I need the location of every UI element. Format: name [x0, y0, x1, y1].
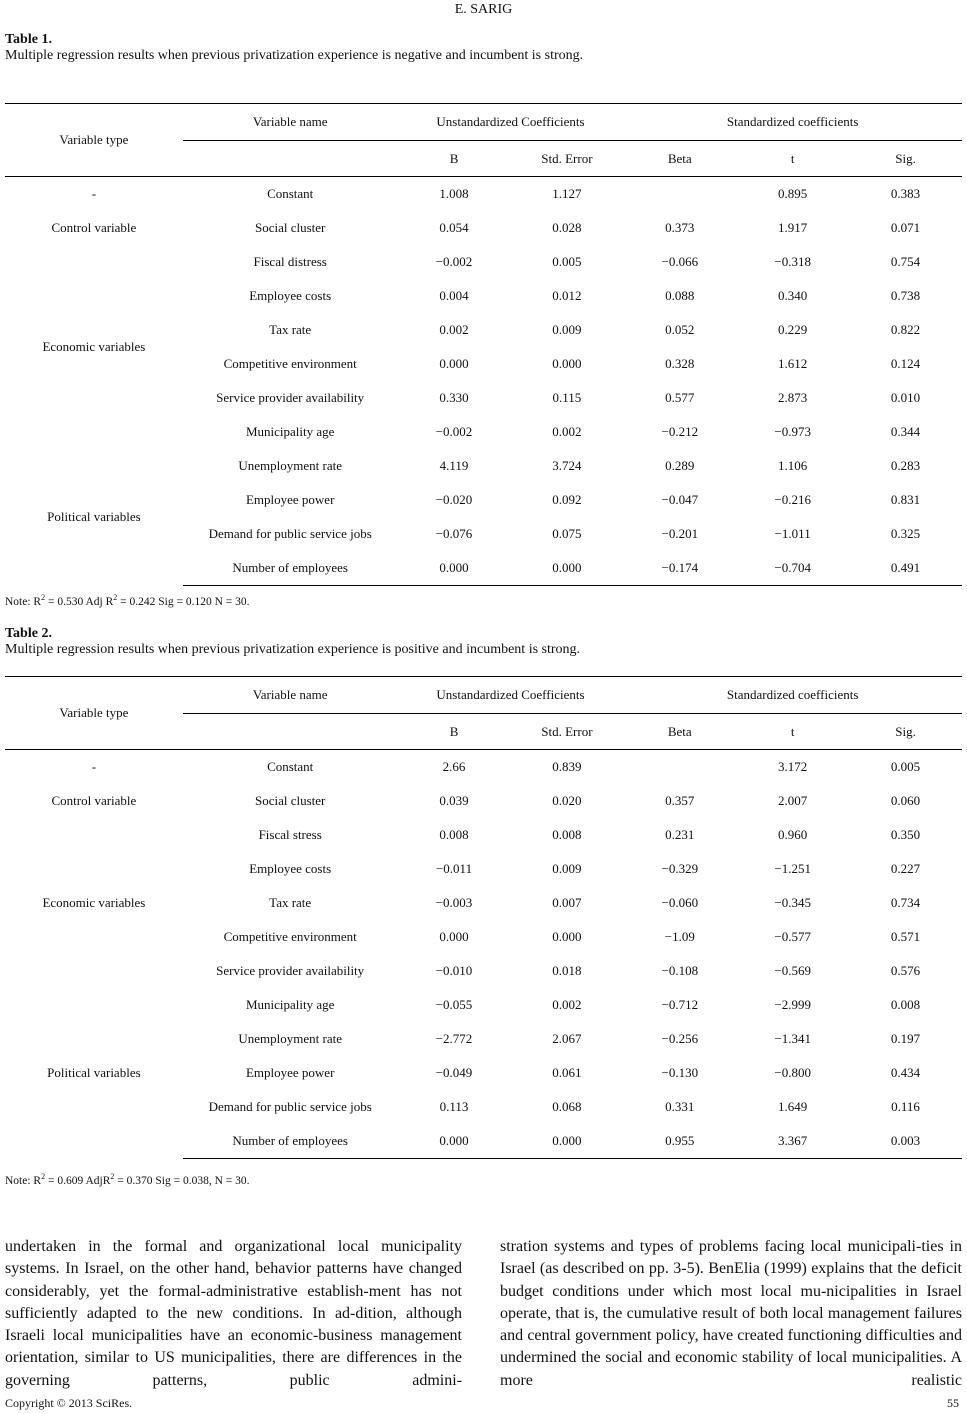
value-se: 0.020: [552, 793, 582, 808]
value-sig: 0.124: [890, 356, 921, 371]
value-b: 0.004: [439, 288, 469, 303]
table-row: [5, 245, 962, 279]
value-se: 0.002: [552, 997, 582, 1012]
value-beta: 0.088: [665, 288, 695, 303]
header-t: t: [736, 714, 849, 750]
header-sig: Sig.: [849, 714, 962, 750]
value-t: 1.612: [778, 356, 808, 371]
note-text: Note: R: [5, 1174, 42, 1187]
value-t: 1.649: [778, 1099, 808, 1114]
variable-name: Constant: [183, 750, 398, 785]
body-text-left-column: undertaken in the formal and organizational local municipality systems. In Israel, on the other hand, behavior patterns have changed considerably, yet the formal-administrative establish-ment has not sufficiently adapted to the new conditions. In ad-dition, although Israeli local municipalities have an economic-business management orientation, similar to US municipalities, there are differences in the governing patterns, public admini-: [5, 1238, 462, 1389]
table-1-note: [5, 593, 250, 608]
copyright: Copyright © 2013 SciRes.: [5, 1396, 133, 1410]
value-sig: 0.005: [849, 750, 962, 785]
value-sig: 0.576: [890, 963, 921, 978]
value-b: 2.66: [398, 750, 511, 785]
variable-name: Fiscal distress: [253, 254, 327, 269]
variable-name: Fiscal stress: [258, 827, 322, 842]
value-se: 0.000: [552, 929, 582, 944]
header-variable-type: Variable type: [5, 677, 183, 750]
table-2-note: [5, 1172, 250, 1187]
value-beta: −0.066: [661, 254, 699, 269]
variable-name: Employee costs: [249, 861, 332, 876]
table-row: [5, 818, 962, 852]
value-beta: −0.108: [661, 963, 699, 978]
value-beta: [623, 750, 736, 785]
header-t: t: [736, 141, 849, 177]
value-b: −2.772: [435, 1031, 473, 1046]
value-se: 0.009: [552, 861, 582, 876]
value-beta: 0.373: [665, 220, 695, 235]
value-se: 0.000: [510, 1124, 623, 1159]
superscript: 2: [110, 1172, 115, 1181]
variable-type-label: -: [5, 177, 183, 212]
variable-type-label: Control variable: [51, 220, 137, 235]
value-t: −0.569: [774, 963, 811, 978]
note-text: = 0.609 AdjR: [45, 1174, 111, 1187]
value-sig: 0.003: [849, 1124, 962, 1159]
value-b: 0.039: [439, 793, 469, 808]
header-se: Std. Error: [510, 714, 623, 750]
value-b: −0.011: [435, 861, 473, 876]
variable-name: Constant: [183, 177, 398, 212]
variable-name: Tax rate: [269, 322, 312, 337]
value-sig: 0.738: [890, 288, 921, 303]
value-se: 0.068: [552, 1099, 582, 1114]
value-beta: 0.955: [623, 1124, 736, 1159]
value-sig: 0.197: [890, 1031, 921, 1046]
value-beta: −0.060: [661, 895, 699, 910]
variable-name: Employee power: [245, 1065, 335, 1080]
value-b: −0.049: [435, 1065, 473, 1080]
variable-type-label: Economic variables: [42, 339, 146, 354]
superscript: 2: [113, 593, 118, 602]
table-row: [5, 449, 962, 483]
value-beta: 0.289: [665, 458, 695, 473]
variable-name: Service provider availability: [216, 963, 365, 978]
value-se: 0.008: [552, 827, 582, 842]
value-t: 0.229: [778, 322, 808, 337]
value-beta: 0.331: [665, 1099, 695, 1114]
table-row: [5, 784, 962, 818]
header-blank: [183, 141, 398, 177]
variable-type-label: -: [5, 750, 183, 785]
value-beta: −0.047: [661, 492, 699, 507]
table-2-title: [5, 626, 580, 658]
header-blank: [183, 714, 398, 750]
variable-name: Unemployment rate: [238, 1031, 342, 1046]
body-text-right-column: stration systems and types of problems facing local municipali-ties in Israel (as described on pp. 3-5). BenElia (1999) explains that the deficit budget conditions under which most local mu-nicipalities in Israel operate, that is, the cumulative result of both local management failures and central government policy, have created functioning difficulties and undermined the social and economic stability of local municipalities. A more realistic: [500, 1238, 962, 1389]
header-standardized: Standardized coefficients: [623, 104, 962, 141]
value-t: 0.340: [778, 288, 808, 303]
value-t: −1.341: [774, 1031, 811, 1046]
running-header: E. SARIG: [454, 2, 513, 17]
value-beta: −0.712: [661, 997, 699, 1012]
value-beta: 0.328: [665, 356, 695, 371]
regression-table-2: [5, 676, 962, 1159]
value-b: 0.000: [398, 1124, 511, 1159]
header-row: [5, 677, 962, 714]
value-sig: 0.434: [890, 1065, 921, 1080]
note-text: = 0.530 Adj R: [45, 595, 114, 608]
variable-name: Unemployment rate: [238, 458, 342, 473]
value-sig: 0.071: [890, 220, 921, 235]
value-beta: −0.130: [661, 1065, 699, 1080]
value-b: 0.330: [439, 390, 469, 405]
variable-type-label: Economic variables: [42, 895, 146, 910]
value-beta: −0.329: [661, 861, 699, 876]
header-variable-name: Variable name: [183, 104, 398, 141]
value-sig: 0.734: [890, 895, 921, 910]
value-b: 0.113: [439, 1099, 469, 1114]
value-beta: −0.201: [661, 526, 699, 541]
variable-name: Number of employees: [183, 1124, 398, 1159]
header-standardized: Standardized coefficients: [623, 677, 962, 714]
table-label: Table 2.: [5, 626, 52, 641]
value-sig: 0.325: [890, 526, 921, 541]
variable-name: Demand for public service jobs: [208, 1099, 372, 1114]
variable-name: Municipality age: [245, 997, 335, 1012]
value-beta: 0.357: [665, 793, 695, 808]
value-b: −0.010: [435, 963, 473, 978]
value-b: 0.000: [398, 551, 511, 586]
value-t: −0.318: [774, 254, 811, 269]
value-se: 0.002: [552, 424, 582, 439]
variable-name: Municipality age: [245, 424, 335, 439]
table-caption: Multiple regression results when previous privatization experience is positive and incumbent is strong.: [5, 642, 581, 657]
table-1-title: [5, 32, 583, 64]
value-sig: 0.060: [890, 793, 921, 808]
value-sig: 0.571: [890, 929, 921, 944]
value-se: 0.000: [510, 551, 623, 586]
value-se: 0.115: [552, 390, 582, 405]
header-sig: Sig.: [849, 141, 962, 177]
value-b: 0.054: [439, 220, 469, 235]
table-row: [5, 177, 962, 212]
note-text: = 0.242 Sig = 0.120 N = 30.: [117, 595, 250, 608]
header-unstandardized: Unstandardized Coefficients: [398, 104, 624, 141]
value-b: −0.003: [435, 895, 473, 910]
variable-name: Demand for public service jobs: [208, 526, 372, 541]
value-t: −0.704: [736, 551, 849, 586]
value-sig: 0.491: [849, 551, 962, 586]
table-caption: Multiple regression results when previous privatization experience is negative and incumbent is strong.: [5, 48, 584, 63]
value-b: 1.008: [398, 177, 511, 212]
value-t: 0.960: [778, 827, 808, 842]
variable-name: Competitive environment: [223, 356, 357, 371]
header-variable-name: Variable name: [183, 677, 398, 714]
value-beta: −0.212: [661, 424, 699, 439]
value-se: 0.012: [552, 288, 582, 303]
header-se: Std. Error: [510, 141, 623, 177]
value-se: 0.005: [552, 254, 582, 269]
value-b: −0.020: [435, 492, 473, 507]
value-t: 1.917: [778, 220, 808, 235]
table-row: [5, 750, 962, 785]
header-beta: Beta: [623, 141, 736, 177]
header-beta: Beta: [623, 714, 736, 750]
value-se: 0.839: [510, 750, 623, 785]
variable-name: Tax rate: [269, 895, 312, 910]
variable-name: Number of employees: [183, 551, 398, 586]
value-t: −0.800: [774, 1065, 811, 1080]
value-sig: 0.227: [890, 861, 921, 876]
header-b: B: [398, 714, 511, 750]
value-se: 1.127: [510, 177, 623, 212]
value-b: 0.008: [439, 827, 469, 842]
value-se: 0.009: [552, 322, 582, 337]
value-t: −0.973: [774, 424, 811, 439]
value-beta: [623, 177, 736, 212]
variable-name: Service provider availability: [216, 390, 365, 405]
value-t: −2.999: [774, 997, 811, 1012]
value-t: 3.367: [736, 1124, 849, 1159]
variable-type-label: Control variable: [51, 793, 137, 808]
variable-name: Employee costs: [249, 288, 332, 303]
value-t: 1.106: [778, 458, 808, 473]
superscript: 2: [41, 593, 46, 602]
value-sig: 0.116: [891, 1099, 920, 1114]
value-t: −0.577: [774, 929, 811, 944]
value-b: 4.119: [439, 458, 469, 473]
note-text: Note: R: [5, 595, 42, 608]
value-sig: 0.010: [890, 390, 921, 405]
value-t: −0.216: [774, 492, 811, 507]
value-b: −0.055: [435, 997, 473, 1012]
value-t: −1.011: [774, 526, 811, 541]
header-variable-type: Variable type: [5, 104, 183, 177]
value-beta: −0.256: [661, 1031, 699, 1046]
value-sig: 0.283: [890, 458, 921, 473]
value-sig: 0.008: [890, 997, 921, 1012]
table-row: [5, 988, 962, 1022]
value-se: 0.092: [552, 492, 582, 507]
regression-table-1: [5, 103, 962, 586]
value-beta: 0.231: [665, 827, 695, 842]
value-b: −0.002: [435, 254, 473, 269]
value-se: 3.724: [552, 458, 582, 473]
value-beta: −0.174: [623, 551, 736, 586]
value-sig: 0.350: [890, 827, 921, 842]
header-unstandardized: Unstandardized Coefficients: [398, 677, 624, 714]
table-label: Table 1.: [5, 32, 52, 47]
variable-type-label: Political variables: [47, 1065, 141, 1081]
page-number: 55: [947, 1396, 959, 1410]
value-b: −0.002: [435, 424, 473, 439]
value-se: 0.028: [552, 220, 582, 235]
value-sig: 0.831: [890, 492, 921, 507]
value-sig: 0.754: [890, 254, 921, 269]
header-b: B: [398, 141, 511, 177]
value-t: −0.345: [774, 895, 811, 910]
variable-name: Social cluster: [254, 220, 326, 235]
value-sig: 0.383: [849, 177, 962, 212]
value-sig: 0.344: [890, 424, 921, 439]
variable-name: Social cluster: [254, 793, 326, 808]
value-b: −0.076: [435, 526, 473, 541]
value-beta: −1.09: [664, 929, 695, 944]
table-row: [5, 211, 962, 245]
value-se: 0.018: [552, 963, 582, 978]
value-se: 0.000: [552, 356, 582, 371]
value-beta: 0.577: [665, 390, 695, 405]
value-t: 2.873: [778, 390, 808, 405]
value-b: 0.000: [439, 356, 469, 371]
value-t: 3.172: [736, 750, 849, 785]
value-beta: 0.052: [665, 322, 695, 337]
value-se: 2.067: [552, 1031, 582, 1046]
value-se: 0.007: [552, 895, 582, 910]
note-text: = 0.370 Sig = 0.038, N = 30.: [114, 1174, 250, 1187]
value-t: 0.895: [736, 177, 849, 212]
header-row: [5, 104, 962, 141]
variable-name: Competitive environment: [223, 929, 357, 944]
value-se: 0.075: [552, 526, 582, 541]
value-t: −1.251: [774, 861, 811, 876]
variable-name: Employee power: [245, 492, 335, 507]
superscript: 2: [41, 1172, 46, 1181]
value-se: 0.061: [552, 1065, 582, 1080]
value-b: 0.002: [439, 322, 469, 337]
variable-type-label: Political variables: [47, 509, 141, 525]
value-t: 2.007: [778, 793, 808, 808]
value-b: 0.000: [439, 929, 469, 944]
value-sig: 0.822: [890, 322, 921, 337]
